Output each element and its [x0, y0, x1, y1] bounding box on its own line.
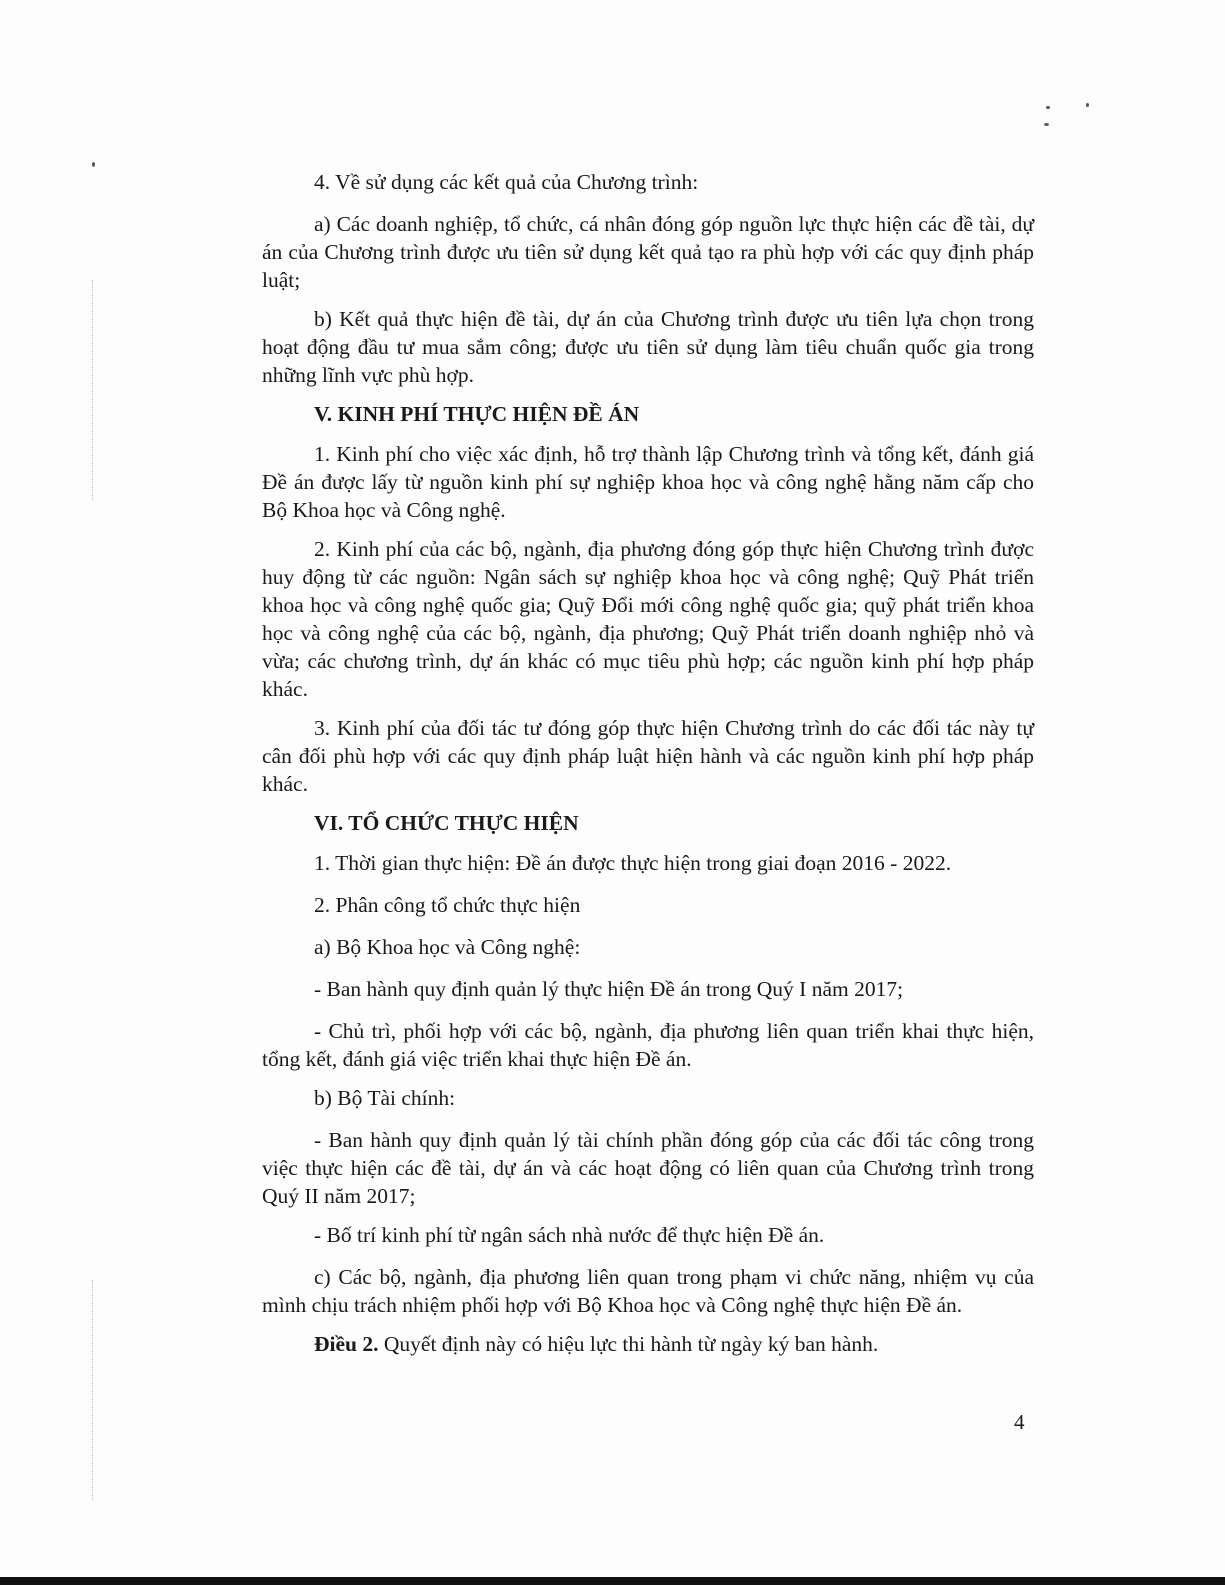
sectionVI-c-item: c) Các bộ, ngành, địa phương liên quan trong phạm vi chức năng, nhiệm vụ của mình chịu trách nhiệm phối hợp với Bộ Khoa học và Công nghệ thực hiện Đề án. — [262, 1265, 1034, 1317]
sectionVI-a-heading: a) Bộ Khoa học và Công nghệ: — [314, 935, 581, 959]
sectionV-paragraph-2: 2. Kinh phí của các bộ, ngành, địa phương đóng góp thực hiện Chương trình được huy động từ các nguồn: Ngân sách sự nghiệp khoa học và công nghệ; Quỹ Phát triển khoa học và công nghệ quốc gia; Quỹ Đổi mới công nghệ quốc gia; quỹ phát triển khoa học và công nghệ của các bộ, ngành, địa phương; Quỹ Phát triển doanh nghiệp nhỏ và vừa; các chương trình, dự án khác có mục tiêu phù hợp; các nguồn kinh phí hợp pháp khác. — [262, 537, 1034, 701]
sectionVI-b-item-1: - Ban hành quy định quản lý tài chính phần đóng góp của các đối tác công trong việc thực hiện các đề tài, dự án và các hoạt động có liên quan của Chương trình trong Quý II năm 2017; — [262, 1128, 1034, 1208]
document-body — [262, 168, 1034, 1369]
article-2-text: Quyết định này có hiệu lực thi hành từ ngày ký ban hành. — [378, 1332, 879, 1356]
scan-speck — [1044, 123, 1049, 126]
sectionVI-a-item-1: - Ban hành quy định quản lý thực hiện Đề án trong Quý I năm 2017; — [314, 977, 904, 1001]
scan-speck — [1086, 103, 1089, 107]
sectionV-paragraph-1: 1. Kinh phí cho việc xác định, hỗ trợ thành lập Chương trình và tổng kết, đánh giá Đề án được lấy từ nguồn kinh phí sự nghiệp khoa học và công nghệ hằng năm cấp cho Bộ Khoa học và Công nghệ. — [262, 442, 1034, 522]
scan-speck — [92, 162, 95, 167]
section4-item-a: a) Các doanh nghiệp, tổ chức, cá nhân đóng góp nguồn lực thực hiện các đề tài, dự án của Chương trình được ưu tiên sử dụng kết quả tạo ra phù hợp với các quy định pháp luật; — [262, 212, 1034, 292]
sectionVI-b-item-2: - Bố trí kinh phí từ ngân sách nhà nước để thực hiện Đề án. — [314, 1223, 825, 1247]
sectionVI-paragraph-1: 1. Thời gian thực hiện: Đề án được thực hiện trong giai đoạn 2016 - 2022. — [314, 851, 952, 875]
article-2-label: Điều 2. — [314, 1332, 379, 1356]
scan-margin-line — [92, 280, 94, 500]
sectionVI-heading: VI. TỔ CHỨC THỰC HIỆN — [314, 811, 579, 835]
section4-heading: 4. Về sử dụng các kết quả của Chương trình: — [314, 170, 699, 194]
scan-margin-line — [92, 1280, 94, 1500]
sectionVI-b-heading: b) Bộ Tài chính: — [314, 1086, 456, 1110]
sectionV-paragraph-3: 3. Kinh phí của đối tác tư đóng góp thực hiện Chương trình do các đối tác này tự cân đối phù hợp với các quy định pháp luật hiện hành và các nguồn kinh phí hợp pháp khác. — [262, 716, 1034, 796]
scan-bottom-edge — [0, 1577, 1225, 1585]
article-2 — [262, 1330, 1034, 1358]
sectionVI-a-item-2: - Chủ trì, phối hợp với các bộ, ngành, địa phương liên quan triển khai thực hiện, tổng kết, đánh giá việc triển khai thực hiện Đề án. — [262, 1019, 1034, 1071]
section4-item-b: b) Kết quả thực hiện đề tài, dự án của Chương trình được ưu tiên lựa chọn trong hoạt động đầu tư mua sắm công; được ưu tiên sử dụng làm tiêu chuẩn quốc gia trong những lĩnh vực phù hợp. — [262, 307, 1034, 387]
sectionVI-paragraph-2: 2. Phân công tổ chức thực hiện — [314, 893, 581, 917]
page-number: 4 — [1014, 1410, 1025, 1434]
scan-speck — [1046, 106, 1050, 109]
sectionV-heading: V. KINH PHÍ THỰC HIỆN ĐỀ ÁN — [314, 402, 640, 426]
